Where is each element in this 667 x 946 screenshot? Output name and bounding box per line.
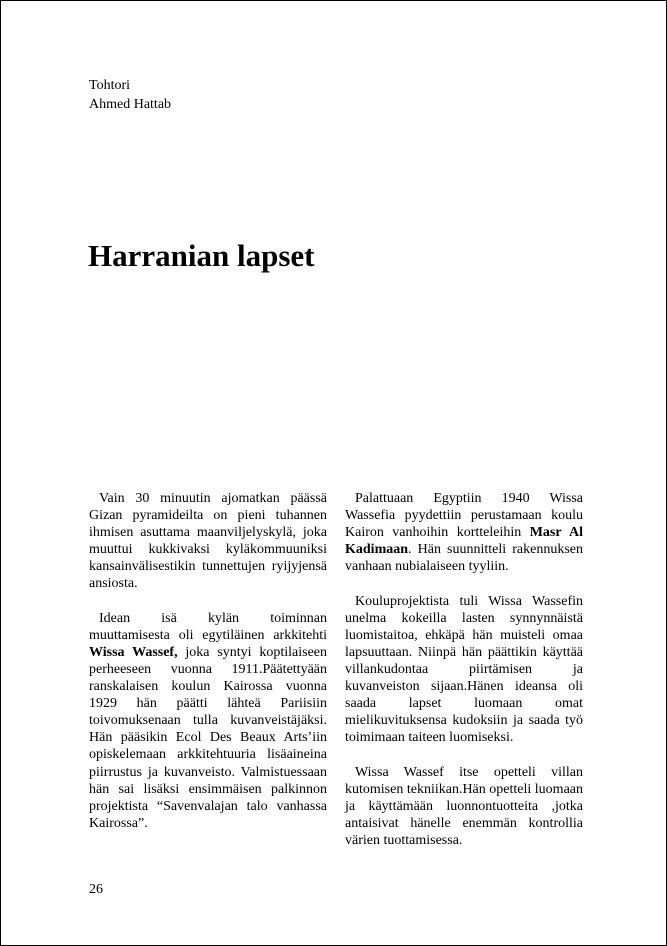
left-paragraph-2-text-a: Idean isä kylän toiminnan muuttamisesta oli egytiläinen arkkitehti xyxy=(89,610,327,643)
right-paragraph-3: Wissa Wassef itse opetteli villan kutomisen tekniikan.Hän opetteli luomaan ja käyttämään luonnontuotteita ,jotka antaisivat hänelle enemmän kontrollia värien tuottamisessa. xyxy=(345,764,583,848)
article-title: Harranian lapset xyxy=(88,238,315,273)
left-paragraph-2-text-b: joka syntyi koptilaiseen perheeseen vuonna 1911.Päätettyään ranskalaisen koulun Kairossa vuonna 1929 hän päätti lähteä Pariisiin toivomuksenaan tulla kuvanveistäjäksi. Hän pääsikin Ecol Des Beaux Arts’iin opiskelemaan arkkitehtuuria lisäaineina piirrustus ja kuvanveisto. Valmistuessaan hän sai lisäksi ensimmäisen palkinnon projektista “Savenvalajan talo vanhassa Kairossa”. xyxy=(89,644,327,831)
left-column xyxy=(89,490,327,832)
author-title: Tohtori xyxy=(89,78,131,93)
left-paragraph-2-bold-name: Wissa Wassef, xyxy=(89,644,178,660)
left-paragraph-2 xyxy=(89,610,327,832)
author-name: Ahmed Hattab xyxy=(89,97,172,112)
right-paragraph-2: Kouluprojektista tuli Wissa Wassefin unelma kokeilla lasten synnynnäistä luomistaitoa, ehkäpä hän muisteli omaa lapsuuttaan. Niinpä hän päättikin käyttää villankudontaa piirtämisen ja kuvanveiston sijaan.Hänen ideansa oli saada lapset luomaan omat mielikuvituksensa kudoksiin ja saada työ toimimaan taiteen luomiseksi. xyxy=(345,593,583,746)
page-number: 26 xyxy=(89,882,103,897)
right-paragraph-1-bold-place: Masr Al Kadimaan xyxy=(345,525,583,558)
author-block xyxy=(89,76,171,114)
right-paragraph-1 xyxy=(345,490,583,575)
left-paragraph-1: Vain 30 minuutin ajomatkan päässä Gizan pyramideilta on pieni tuhannen ihmisen asuttama maanviljelyskylä, joka muuttui kukkivaksi kyläkommuuniksi kansainvälisestikin tunnettujen ryijyjensä ansiosta. xyxy=(89,491,327,592)
right-paragraph-1-text-b: . Hän suunnitteli rakennuksen vanhaan nubialaiseen tyyliin. xyxy=(345,542,583,575)
right-paragraph-1-text-a: Palattuaan Egyptiin 1940 Wissa Wassefia pyydettiin perustamaan koulu Kairon vanhoihin kortteleihin xyxy=(345,491,583,541)
right-column xyxy=(345,490,583,849)
